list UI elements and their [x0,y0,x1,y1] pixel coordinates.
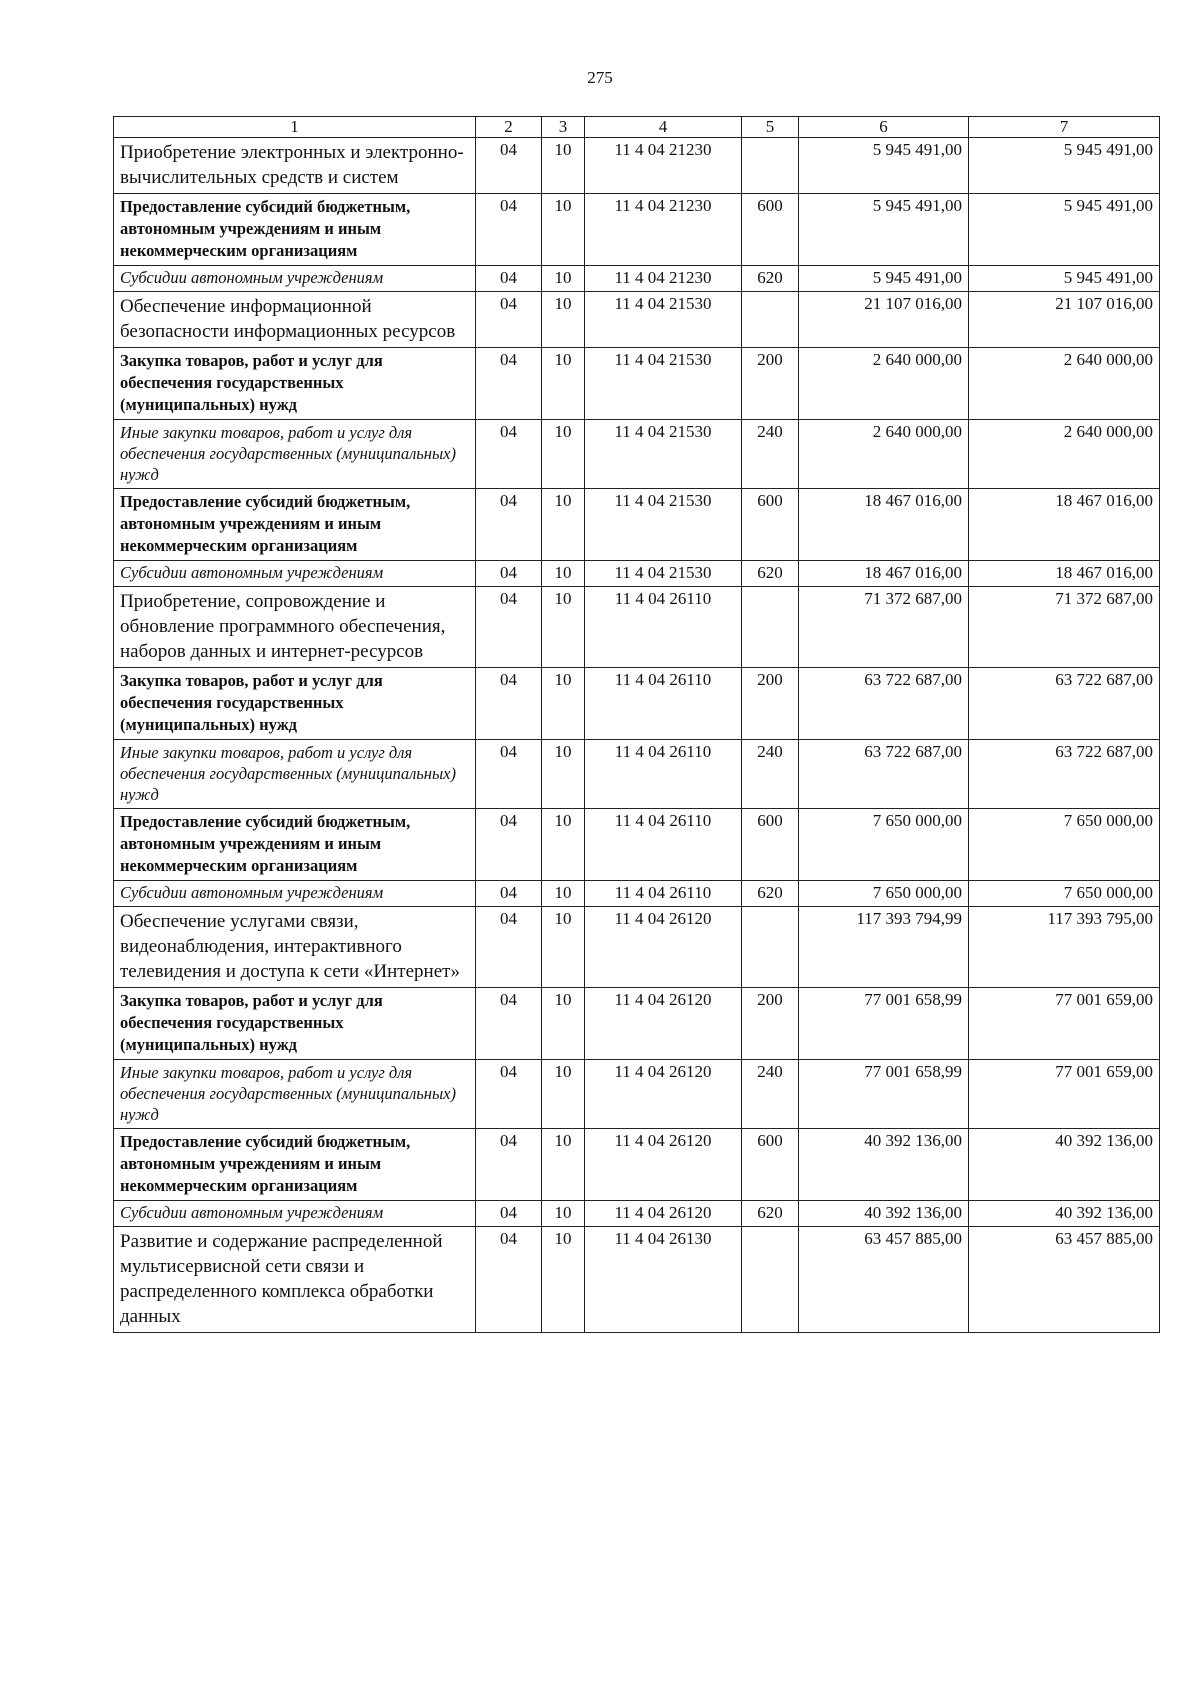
table-row [114,348,1160,420]
subsection-code-cell: 10 [542,561,585,587]
subsection-code-cell: 10 [542,668,585,740]
table-row [114,194,1160,266]
subsection-code-cell: 10 [542,740,585,809]
section-code-cell: 04 [476,1129,542,1201]
expense-type-cell: 600 [742,1129,799,1201]
target-article-cell: 11 4 04 21530 [585,420,742,489]
expense-name-cell: Субсидии автономным учреждениям [114,266,476,292]
target-article-cell: 11 4 04 26110 [585,809,742,881]
column-header-4: 4 [585,117,742,138]
section-code-cell: 04 [476,194,542,266]
section-code-cell: 04 [476,907,542,988]
subsection-code-cell: 10 [542,907,585,988]
subsection-code-cell: 10 [542,420,585,489]
table-header-row [114,117,1160,138]
expense-type-cell: 200 [742,988,799,1060]
amount-col6-cell: 77 001 658,99 [799,1060,969,1129]
amount-col6-cell: 71 372 687,00 [799,587,969,668]
table-row [114,266,1160,292]
amount-col7-cell: 2 640 000,00 [969,348,1160,420]
target-article-cell: 11 4 04 26110 [585,740,742,809]
section-code-cell: 04 [476,1060,542,1129]
amount-col6-cell: 18 467 016,00 [799,489,969,561]
section-code-cell: 04 [476,138,542,194]
amount-col7-cell: 18 467 016,00 [969,561,1160,587]
expense-type-cell [742,292,799,348]
table-row [114,907,1160,988]
subsection-code-cell: 10 [542,292,585,348]
expense-name-cell: Иные закупки товаров, работ и услуг для обеспечения государственных (муниципальных) нужд [114,1060,476,1129]
expense-type-cell [742,587,799,668]
expense-name-cell: Развитие и содержание распределенной мультисервисной сети связи и распределенного комплекса обработки данных [114,1227,476,1333]
target-article-cell: 11 4 04 26120 [585,907,742,988]
target-article-cell: 11 4 04 21230 [585,138,742,194]
target-article-cell: 11 4 04 26110 [585,668,742,740]
amount-col6-cell: 7 650 000,00 [799,881,969,907]
amount-col7-cell: 117 393 795,00 [969,907,1160,988]
subsection-code-cell: 10 [542,489,585,561]
expense-type-cell: 600 [742,194,799,266]
section-code-cell: 04 [476,1227,542,1333]
expense-name-cell: Предоставление субсидий бюджетным, автономным учреждениям и иным некоммерческим организациям [114,194,476,266]
target-article-cell: 11 4 04 26110 [585,881,742,907]
expense-name-cell: Закупка товаров, работ и услуг для обеспечения государственных (муниципальных) нужд [114,988,476,1060]
target-article-cell: 11 4 04 21530 [585,292,742,348]
table-row [114,292,1160,348]
table-row [114,1201,1160,1227]
amount-col7-cell: 40 392 136,00 [969,1129,1160,1201]
target-article-cell: 11 4 04 21230 [585,194,742,266]
section-code-cell: 04 [476,292,542,348]
expense-type-cell: 200 [742,348,799,420]
section-code-cell: 04 [476,348,542,420]
subsection-code-cell: 10 [542,809,585,881]
amount-col7-cell: 5 945 491,00 [969,266,1160,292]
target-article-cell: 11 4 04 26120 [585,1201,742,1227]
expense-type-cell [742,1227,799,1333]
section-code-cell: 04 [476,881,542,907]
target-article-cell: 11 4 04 21530 [585,561,742,587]
subsection-code-cell: 10 [542,138,585,194]
expense-name-cell: Предоставление субсидий бюджетным, автономным учреждениям и иным некоммерческим организациям [114,809,476,881]
expense-name-cell: Субсидии автономным учреждениям [114,561,476,587]
amount-col7-cell: 21 107 016,00 [969,292,1160,348]
budget-table [113,116,1160,1333]
target-article-cell: 11 4 04 21530 [585,489,742,561]
expense-type-cell: 600 [742,809,799,881]
amount-col7-cell: 7 650 000,00 [969,881,1160,907]
amount-col6-cell: 77 001 658,99 [799,988,969,1060]
amount-col7-cell: 5 945 491,00 [969,194,1160,266]
amount-col7-cell: 63 457 885,00 [969,1227,1160,1333]
amount-col6-cell: 2 640 000,00 [799,420,969,489]
subsection-code-cell: 10 [542,881,585,907]
section-code-cell: 04 [476,266,542,292]
table-row [114,740,1160,809]
amount-col7-cell: 7 650 000,00 [969,809,1160,881]
table-row [114,1060,1160,1129]
amount-col6-cell: 63 722 687,00 [799,740,969,809]
expense-name-cell: Предоставление субсидий бюджетным, автономным учреждениям и иным некоммерческим организациям [114,1129,476,1201]
expense-name-cell: Обеспечение информационной безопасности информационных ресурсов [114,292,476,348]
amount-col7-cell: 63 722 687,00 [969,740,1160,809]
expense-name-cell: Приобретение электронных и электронно-вычислительных средств и систем [114,138,476,194]
table-row [114,489,1160,561]
expense-type-cell: 620 [742,561,799,587]
amount-col6-cell: 40 392 136,00 [799,1201,969,1227]
table-row [114,988,1160,1060]
section-code-cell: 04 [476,561,542,587]
expense-name-cell: Приобретение, сопровождение и обновление программного обеспечения, наборов данных и интернет-ресурсов [114,587,476,668]
column-header-1: 1 [114,117,476,138]
expense-name-cell: Субсидии автономным учреждениям [114,881,476,907]
amount-col6-cell: 117 393 794,99 [799,907,969,988]
target-article-cell: 11 4 04 26120 [585,1129,742,1201]
amount-col7-cell: 5 945 491,00 [969,138,1160,194]
column-header-6: 6 [799,117,969,138]
table-row [114,420,1160,489]
target-article-cell: 11 4 04 26130 [585,1227,742,1333]
expense-type-cell [742,138,799,194]
section-code-cell: 04 [476,668,542,740]
expense-type-cell: 620 [742,881,799,907]
subsection-code-cell: 10 [542,1227,585,1333]
amount-col6-cell: 21 107 016,00 [799,292,969,348]
expense-name-cell: Обеспечение услугами связи, видеонаблюдения, интерактивного телевидения и доступа к сети «Интернет» [114,907,476,988]
expense-type-cell: 200 [742,668,799,740]
table-row [114,809,1160,881]
subsection-code-cell: 10 [542,988,585,1060]
amount-col6-cell: 63 457 885,00 [799,1227,969,1333]
expense-name-cell: Закупка товаров, работ и услуг для обеспечения государственных (муниципальных) нужд [114,348,476,420]
subsection-code-cell: 10 [542,194,585,266]
column-header-2: 2 [476,117,542,138]
amount-col6-cell: 5 945 491,00 [799,138,969,194]
expense-name-cell: Иные закупки товаров, работ и услуг для обеспечения государственных (муниципальных) нужд [114,420,476,489]
table-row [114,1227,1160,1333]
amount-col7-cell: 77 001 659,00 [969,988,1160,1060]
expense-type-cell: 620 [742,1201,799,1227]
target-article-cell: 11 4 04 26120 [585,988,742,1060]
table-row [114,587,1160,668]
subsection-code-cell: 10 [542,266,585,292]
amount-col6-cell: 7 650 000,00 [799,809,969,881]
target-article-cell: 11 4 04 21230 [585,266,742,292]
subsection-code-cell: 10 [542,1060,585,1129]
expense-name-cell: Закупка товаров, работ и услуг для обеспечения государственных (муниципальных) нужд [114,668,476,740]
table-row [114,561,1160,587]
subsection-code-cell: 10 [542,348,585,420]
amount-col6-cell: 2 640 000,00 [799,348,969,420]
subsection-code-cell: 10 [542,587,585,668]
amount-col6-cell: 18 467 016,00 [799,561,969,587]
column-header-5: 5 [742,117,799,138]
amount-col7-cell: 63 722 687,00 [969,668,1160,740]
expense-type-cell: 240 [742,1060,799,1129]
amount-col6-cell: 40 392 136,00 [799,1129,969,1201]
section-code-cell: 04 [476,1201,542,1227]
amount-col6-cell: 5 945 491,00 [799,194,969,266]
amount-col6-cell: 63 722 687,00 [799,668,969,740]
amount-col7-cell: 2 640 000,00 [969,420,1160,489]
expense-name-cell: Иные закупки товаров, работ и услуг для обеспечения государственных (муниципальных) нужд [114,740,476,809]
section-code-cell: 04 [476,489,542,561]
expense-name-cell: Субсидии автономным учреждениям [114,1201,476,1227]
expense-name-cell: Предоставление субсидий бюджетным, автономным учреждениям и иным некоммерческим организациям [114,489,476,561]
section-code-cell: 04 [476,420,542,489]
expense-type-cell: 240 [742,420,799,489]
target-article-cell: 11 4 04 21530 [585,348,742,420]
column-header-7: 7 [969,117,1160,138]
expense-type-cell: 240 [742,740,799,809]
target-article-cell: 11 4 04 26120 [585,1060,742,1129]
section-code-cell: 04 [476,740,542,809]
amount-col7-cell: 40 392 136,00 [969,1201,1160,1227]
expense-type-cell: 600 [742,489,799,561]
table-row [114,881,1160,907]
section-code-cell: 04 [476,988,542,1060]
amount-col7-cell: 71 372 687,00 [969,587,1160,668]
table-row [114,1129,1160,1201]
subsection-code-cell: 10 [542,1201,585,1227]
table-body [114,138,1160,1333]
page-number: 275 [587,68,613,87]
subsection-code-cell: 10 [542,1129,585,1201]
amount-col7-cell: 77 001 659,00 [969,1060,1160,1129]
target-article-cell: 11 4 04 26110 [585,587,742,668]
section-code-cell: 04 [476,587,542,668]
section-code-cell: 04 [476,809,542,881]
amount-col7-cell: 18 467 016,00 [969,489,1160,561]
expense-type-cell [742,907,799,988]
column-header-3: 3 [542,117,585,138]
amount-col6-cell: 5 945 491,00 [799,266,969,292]
table-row [114,138,1160,194]
table-row [114,668,1160,740]
expense-type-cell: 620 [742,266,799,292]
